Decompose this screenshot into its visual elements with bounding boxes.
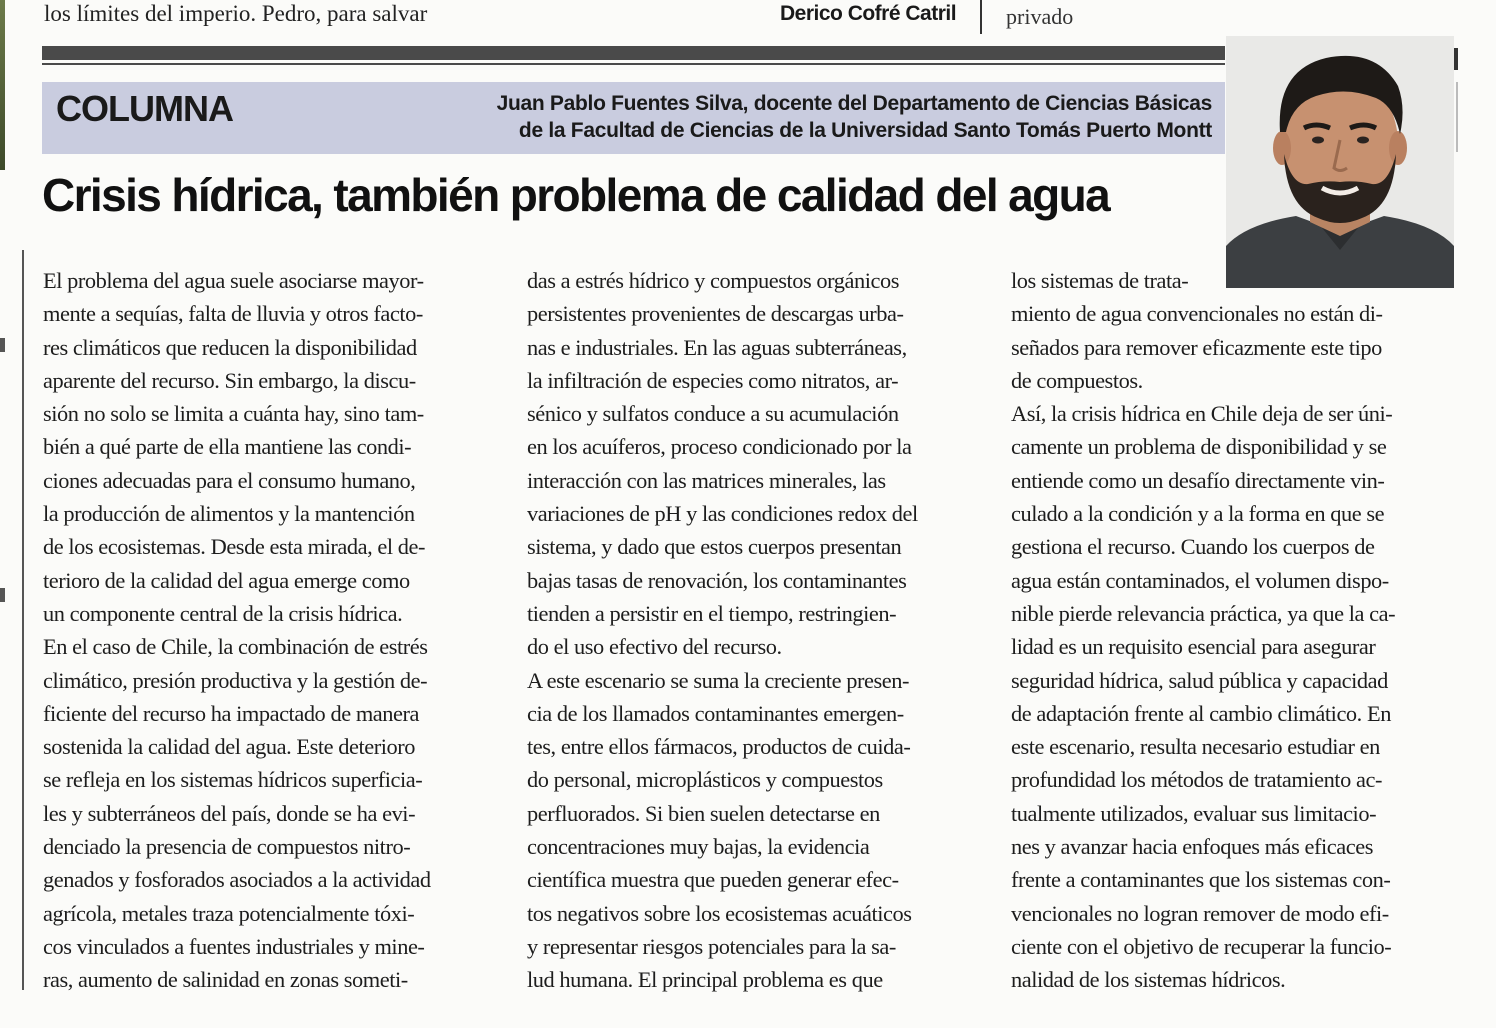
byline [352,90,1212,144]
body-text-line: concentraciones muy bajas, la evidencia [527,834,870,860]
body-column-2 [527,264,977,997]
edge-mark [0,338,5,352]
body-text-line: genados y fosforados asociados a la actividad [43,867,431,893]
body-text-line: un componente central de la crisis hídrica. [43,600,403,626]
body-text-line: culado a la condición y a la forma en que se [1011,501,1385,527]
body-text-line: la producción de alimentos y la mantención [43,501,415,527]
body-text-line: climático, presión productiva y la gestión de- [43,667,428,693]
body-text-line: El problema del agua suele asociarse mayor- [43,268,424,293]
body-text-line: tes, entre ellos fármacos, productos de cuida- [527,734,911,760]
previous-article-author: Derico Cofré Catril [780,2,957,25]
body-text-line: camente un problema de disponibilidad y se [1011,434,1387,460]
author-portrait-icon [1226,36,1454,288]
byline-line: de la Facultad de Ciencias de la Universidad Santo Tomás Puerto Montt [518,119,1212,142]
body-text-line: interacción con las matrices minerales, las [527,467,886,493]
adjacent-article-text: privado [1006,4,1074,29]
body-text-line: entiende como un desafío directamente vin- [1011,467,1385,493]
body-text-line: de los ecosistemas. Desde esta mirada, el de- [43,534,426,560]
body-text-line: cia de los llamados contaminantes emergen- [527,700,904,726]
body-text-line: sostenida la calidad del agua. Este deterioro [43,734,416,760]
body-text-line: miento de agua convencionales no están di- [1011,301,1383,327]
body-text-line: bajas tasas de renovación, los contaminantes [527,567,907,593]
body-text-line: bién a qué parte de ella mantiene las condi- [43,434,412,460]
body-column-3 [1011,264,1459,997]
edge-mark [1456,82,1458,152]
body-text-line: ras, aumento de salinidad en zonas someti- [43,967,408,993]
body-text-line: de compuestos. [1011,367,1143,393]
body-text-line: científica muestra que pueden generar efec- [527,867,899,893]
body-text-line: denciado la presencia de compuestos nitro- [43,834,411,860]
body-text-line: terioro de la calidad del agua emerge como [43,567,410,593]
body-text-line: les y subterráneos del país, donde se ha evi- [43,800,416,826]
body-text-line: los sistemas de trata- [1011,268,1189,293]
body-text-line: lud humana. El principal problema es que [527,967,883,993]
body-text-line: aparente del recurso. Sin embargo, la discu- [43,367,416,393]
adjacent-photo-edge [0,0,5,170]
body-text-line: do el uso efectivo del recurso. [527,634,782,660]
body-text-line: mente a sequías, falta de lluvia y otros facto- [43,301,423,327]
header-rule-thin [42,63,1225,65]
body-text-line: vencionales no logran remover de modo efi- [1011,900,1389,926]
body-text-line: sénico y sulfatos conduce a su acumulación [527,401,899,427]
body-column-1 [43,264,493,997]
body-text-line: En el caso de Chile, la combinación de estrés [43,634,428,660]
body-text-line: lidad es un requisito esencial para asegurar [1011,634,1376,660]
body-text-line: Así, la crisis hídrica en Chile deja de ser úni- [1011,401,1393,427]
previous-article-text: los límites del imperio. Pedro, para salvar [44,1,428,26]
body-text-line: tos negativos sobre los ecosistemas acuáticos [527,900,912,926]
body-text-line: persistentes provenientes de descargas urba- [527,301,904,327]
body-text-line: y representar riesgos potenciales para la sa- [527,933,896,959]
edge-mark [1454,48,1458,70]
body-text-line: este escenario, resulta necesario estudiar en [1011,734,1380,760]
body-text-line: nible pierde relevancia práctica, ya que la ca- [1011,600,1396,626]
body-text-line: variaciones de pH y las condiciones redox del [527,501,918,527]
body-text-line: res climáticos que reducen la disponibilidad [43,334,417,360]
body-text-line: de adaptación frente al cambio climático. En [1011,700,1391,726]
body-text-line: profundidad los métodos de tratamiento ac- [1011,767,1382,793]
body-text-line: frente a contaminantes que los sistemas con- [1011,867,1391,893]
section-label: COLUMNA [56,88,233,129]
edge-mark [0,588,5,602]
body-text-line: agrícola, metales traza potencialmente tóxi- [43,900,415,926]
column-divider [980,0,982,34]
body-text-line: perfluorados. Si bien suelen detectarse en [527,800,880,826]
body-text-line: ciente con el objetivo de recuperar la funcio- [1011,933,1392,959]
body-text-line: cos vinculados a fuentes industriales y mine- [43,933,425,959]
body-text-line: ciones adecuadas para el consumo humano, [43,467,416,493]
body-text-line: en los acuíferos, proceso condicionado por la [527,434,912,460]
body-text-line: das a estrés hídrico y compuestos orgánicos [527,268,899,293]
body-text-line: la infiltración de especies como nitratos, ar- [527,367,899,393]
body-text-line: seguridad hídrica, salud pública y capacidad [1011,667,1388,693]
body-text-line: A este escenario se suma la creciente presen- [527,667,909,693]
body-text-line: tualmente utilizados, evaluar sus limitacio- [1011,800,1377,826]
headline: Crisis hídrica, también problema de calidad del agua [42,169,1110,221]
body-text-line: sistema, y dado que estos cuerpos presentan [527,534,902,560]
body-text-line: agua están contaminados, el volumen dispo- [1011,567,1389,593]
body-text-line: se refleja en los sistemas hídricos superficia- [43,767,423,793]
left-column-rule [22,250,24,990]
byline-line: Juan Pablo Fuentes Silva, docente del Departamento de Ciencias Básicas [496,92,1212,115]
header-rule [42,46,1225,60]
body-text-line: do personal, microplásticos y compuestos [527,767,883,793]
body-text-line: sión no solo se limita a cuánta hay, sino tam- [43,401,424,427]
body-text-line: ficiente del recurso ha impactado de manera [43,700,420,726]
body-text-line: nas e industriales. En las aguas subterráneas, [527,334,907,360]
body-text-line: nes y avanzar hacia enfoques más eficaces [1011,834,1373,860]
body-text-line: señados para remover eficazmente este tipo [1011,334,1382,360]
body-text-line: nalidad de los sistemas hídricos. [1011,967,1286,993]
body-text-line: tienden a persistir en el tiempo, restringien- [527,600,897,626]
body-text-line: gestiona el recurso. Cuando los cuerpos de [1011,534,1375,560]
